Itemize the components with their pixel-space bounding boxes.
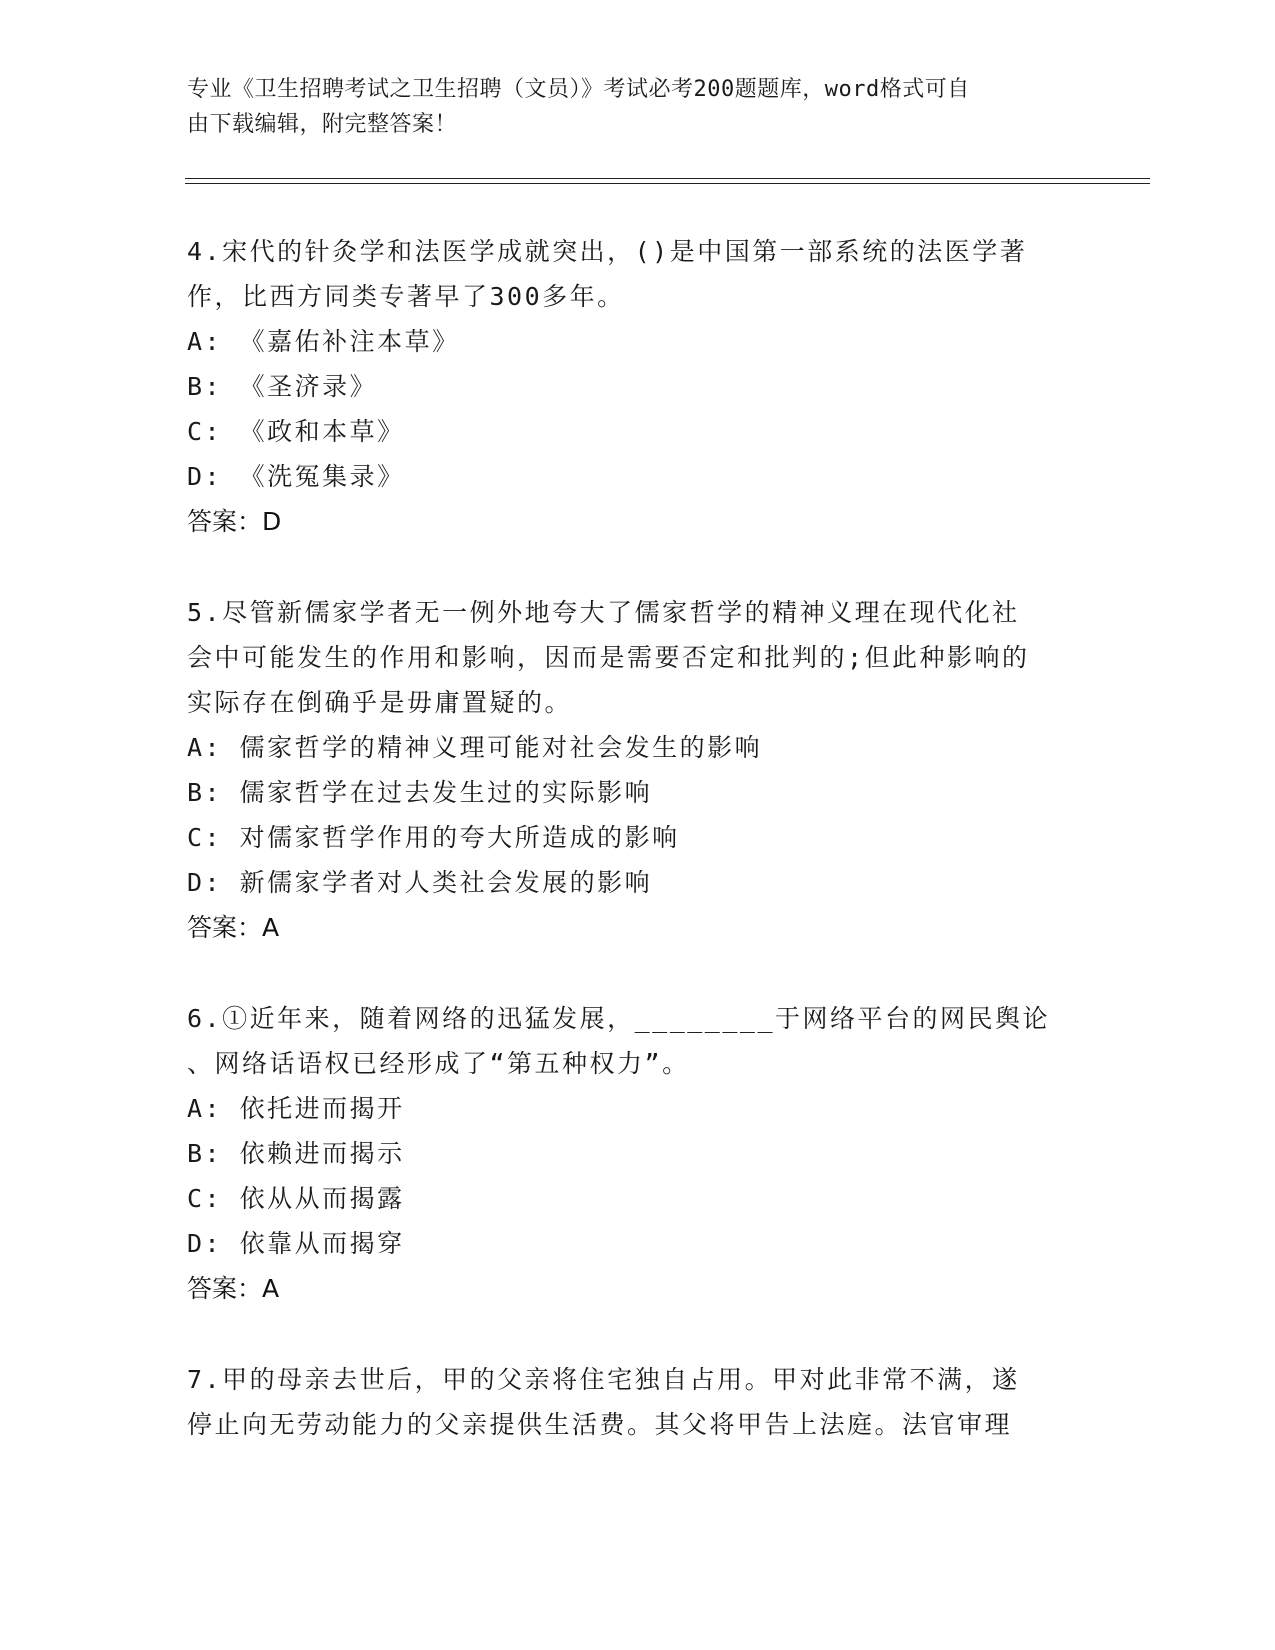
header-line: 由下载编辑，附完整答案！ xyxy=(187,112,458,137)
question-stem: 4.宋代的针灸学和法医学成就突出，()是中国第一部系统的法医学著 xyxy=(187,237,1028,266)
answer: 答案：A xyxy=(187,913,280,942)
option-c: C: 《政和本草》 xyxy=(187,417,405,446)
option-a: A: 《嘉佑补注本草》 xyxy=(187,327,460,356)
option-a: A: 依托进而揭开 xyxy=(187,1094,405,1123)
option-d: D: 依靠从而揭穿 xyxy=(187,1229,405,1258)
header-divider xyxy=(185,178,1150,179)
question-stem: 5.尽管新儒家学者无一例外地夸大了儒家哲学的精神义理在现代化社 xyxy=(187,598,1020,627)
question-7 xyxy=(187,1357,1087,1447)
option-a: A: 儒家哲学的精神义理可能对社会发生的影响 xyxy=(187,733,763,762)
option-d: D: 《洗冤集录》 xyxy=(187,462,405,491)
header-line: 专业《卫生招聘考试之卫生招聘（文员）》考试必考200题题库，word格式可自 xyxy=(187,77,970,102)
question-stem: 停止向无劳动能力的父亲提供生活费。其父将甲告上法庭。法官审理 xyxy=(187,1410,1013,1439)
option-c: C: 依从从而揭露 xyxy=(187,1184,405,1213)
answer: 答案：A xyxy=(187,1274,280,1303)
question-stem: 6.①近年来，随着网络的迅猛发展，________于网络平台的网民舆论 xyxy=(187,1004,1051,1033)
question-stem: 实际存在倒确乎是毋庸置疑的。 xyxy=(187,688,573,717)
option-b: B: 依赖进而揭示 xyxy=(187,1139,405,1168)
question-4 xyxy=(187,229,1087,544)
question-stem: 会中可能发生的作用和影响，因而是需要否定和批判的;但此种影响的 xyxy=(187,643,1030,672)
question-stem: 作，比西方同类专著早了300多年。 xyxy=(187,282,625,311)
question-6 xyxy=(187,996,1087,1311)
option-c: C: 对儒家哲学作用的夸大所造成的影响 xyxy=(187,823,680,852)
question-stem: 7.甲的母亲去世后，甲的父亲将住宅独自占用。甲对此非常不满，遂 xyxy=(187,1365,1020,1394)
header-divider xyxy=(185,183,1150,184)
question-list xyxy=(187,229,1087,1493)
option-b: B: 《圣济录》 xyxy=(187,372,378,401)
answer: 答案：D xyxy=(187,507,282,536)
option-d: D: 新儒家学者对人类社会发展的影响 xyxy=(187,868,653,897)
option-b: B: 儒家哲学在过去发生过的实际影响 xyxy=(187,778,653,807)
question-5 xyxy=(187,590,1087,950)
document-header xyxy=(187,72,1067,142)
question-stem: 、网络话语权已经形成了“第五种权力”。 xyxy=(187,1049,690,1078)
